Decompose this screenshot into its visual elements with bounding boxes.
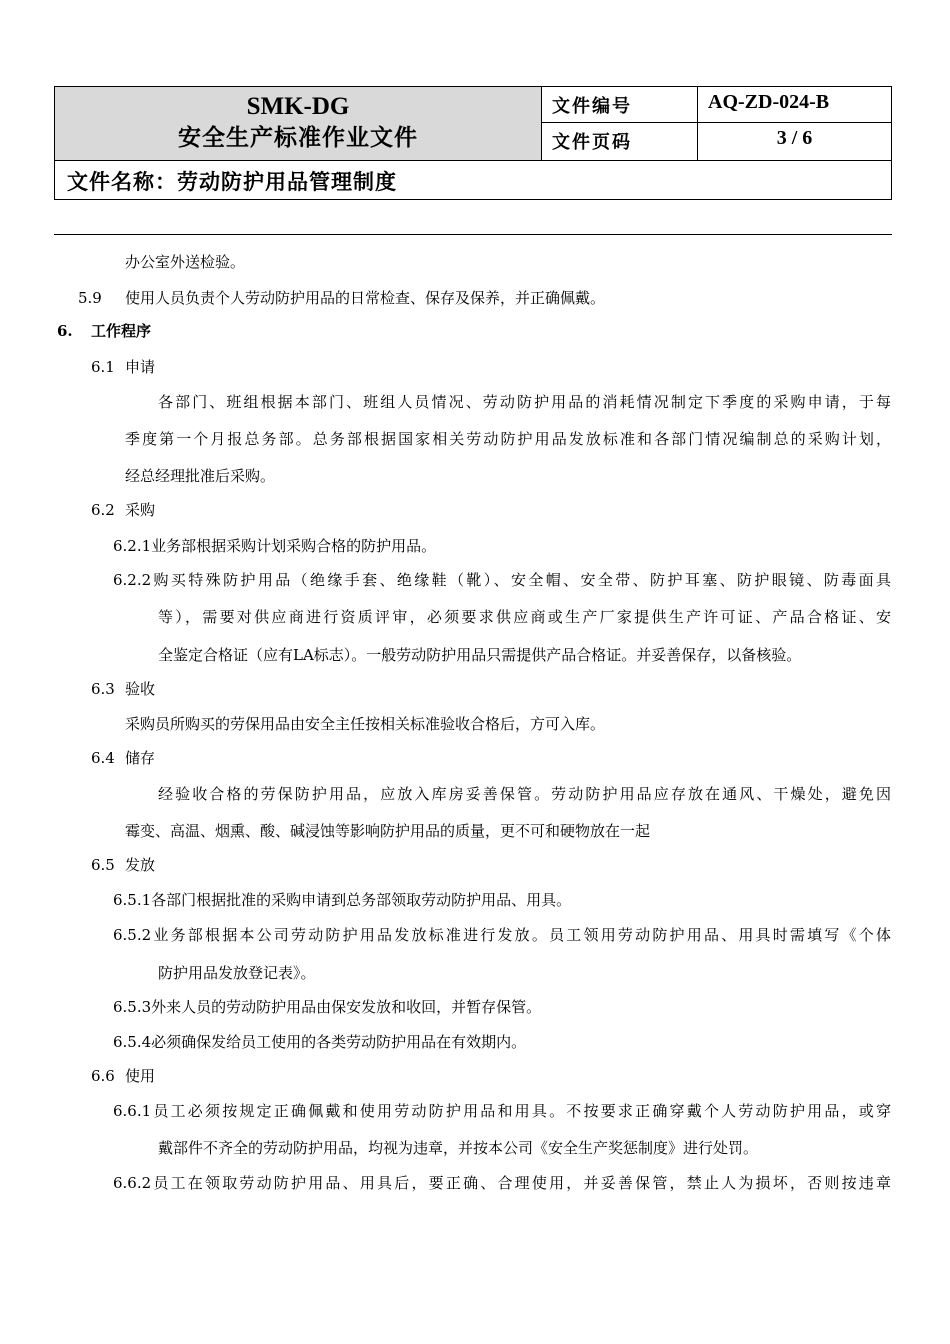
subsection-heading: 使用 — [125, 1067, 156, 1085]
paragraph-line: 经验收合格的劳保防护用品，应放入库房妥善保管。劳动防护用品应存放在通风、干燥处，避免因 — [158, 785, 891, 803]
paragraph-line: 戴部件不齐全的劳动防护用品，均视为违章，并按本公司《安全生产奖惩制度》进行处罚。 — [158, 1139, 759, 1157]
doc-number-value: AQ-ZD-024-B — [698, 87, 891, 123]
subsection-heading: 储存 — [125, 749, 156, 767]
paragraph-line: 6.2.2购买特殊防护用品（绝缘手套、绝缘鞋（靴）、安全帽、安全带、防护耳塞、防护眼镜、防毒面具 — [113, 571, 891, 589]
paragraph-line: 6.2.1业务部根据采购计划采购合格的防护用品。 — [113, 537, 437, 555]
paragraph-line: 6.6.1员工必须按规定正确佩戴和使用劳动防护用品和用具。不按要求正确穿戴个人劳动防护用品，或穿 — [113, 1102, 891, 1120]
paragraph-line: 季度第一个月报总务部。总务部根据国家相关劳动防护用品发放标准和各部门情况编制总的采购计划， — [125, 430, 891, 448]
paragraph-line: 6.5.4必须确保发给员工使用的各类劳动防护用品在有效期内。 — [113, 1033, 527, 1051]
header-divider — [54, 234, 892, 235]
paragraph-line: 全鉴定合格证（应有LA标志）。一般劳动防护用品只需提供产品合格证。并妥善保存，以备核验。 — [158, 646, 802, 664]
document-name: 文件名称：劳动防护用品管理制度 — [55, 160, 891, 199]
company-code: SMK-DG — [246, 93, 350, 120]
paragraph-line: 使用人员负责个人劳动防护用品的日常检查、保存及保养，并正确佩戴。 — [125, 289, 606, 307]
subsection-heading: 验收 — [125, 680, 156, 698]
paragraph-line: 办公室外送检验。 — [125, 253, 246, 271]
paragraph-line: 6.5.2业务部根据本公司劳动防护用品发放标准进行发放。员工领用劳动防护用品、用具时需填写《个体 — [113, 926, 891, 944]
doc-number-label: 文件编号 — [542, 87, 698, 123]
paragraph-line: 防护用品发放登记表》。 — [158, 964, 316, 982]
paragraph-line: 等），需要对供应商进行资质评审，必须要求供应商或生产厂家提供生产许可证、产品合格证、安 — [158, 608, 891, 626]
paragraph-line: 经总经理批准后采购。 — [125, 467, 276, 485]
header-title-block — [55, 87, 542, 160]
subsection-heading: 申请 — [125, 358, 156, 376]
paragraph-line: 6.6.2员工在领取劳动防护用品、用具后，要正确、合理使用，并妥善保管，禁止人为损坏，否则按违章 — [113, 1174, 891, 1192]
page-number-value: 3 / 6 — [776, 127, 813, 149]
document-header — [54, 86, 892, 200]
clause-number: 5.9 — [78, 289, 102, 307]
subsection-heading: 采购 — [125, 501, 156, 519]
paragraph-line: 各部门、班组根据本部门、班组人员情况、劳动防护用品的消耗情况制定下季度的采购申请，于每 — [158, 393, 891, 411]
subsection-number: 6.4 — [91, 749, 115, 767]
subsection-heading: 发放 — [125, 856, 156, 874]
subsection-number: 6.5 — [91, 856, 115, 874]
paragraph-line: 采购员所购买的劳保用品由安全主任按相关标准验收合格后，方可入库。 — [125, 715, 606, 733]
paragraph-line: 6.5.1各部门根据批准的采购申请到总务部领取劳动防护用品、用具。 — [113, 891, 572, 909]
subsection-number: 6.2 — [91, 501, 115, 519]
subsection-number: 6.1 — [91, 358, 115, 376]
page-number-label: 文件页码 — [542, 123, 698, 160]
section-heading: 工作程序 — [91, 322, 152, 340]
document-type: 安全生产标准作业文件 — [178, 125, 418, 151]
subsection-number: 6.3 — [91, 680, 115, 698]
section-number: 6. — [57, 322, 73, 340]
paragraph-line: 6.5.3外来人员的劳动防护用品由保安发放和收回，并暂存保管。 — [113, 998, 542, 1016]
subsection-number: 6.6 — [91, 1067, 115, 1085]
paragraph-line: 霉变、高温、烟熏、酸、碱浸蚀等影响防护用品的质量，更不可和硬物放在一起 — [125, 822, 651, 840]
